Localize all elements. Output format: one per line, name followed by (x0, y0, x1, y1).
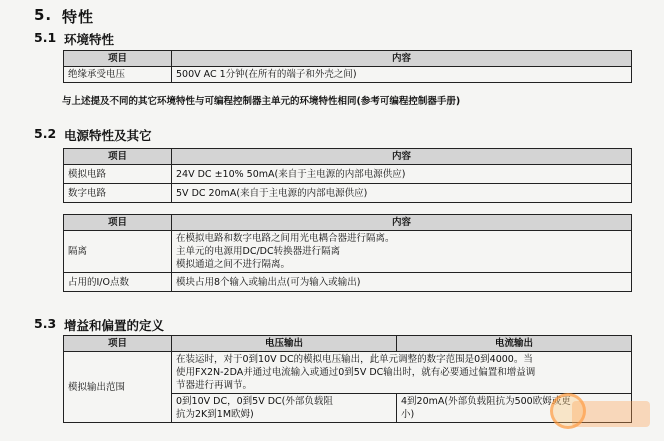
header-cell: 电压输出 (172, 336, 397, 352)
environment-note: 与上述提及不同的其它环境特性与可编程控制器主单元的环境特性相同(参考可编程控制器手册) (62, 96, 461, 107)
environment-table (63, 50, 632, 83)
description-line: 在装运时，对于0到10V DC的模拟电压输出，此单元调整的数字范围是0到4000。当 (176, 354, 533, 365)
table-header-row (64, 51, 632, 67)
isolation-line: 主单元的电源用DC/DC转换器进行隔离 (176, 246, 341, 257)
header-cell: 项目 (64, 215, 172, 231)
isolation-table (63, 214, 632, 292)
content-cell: 5V DC 20mA(来自于主电源的内部电源供应) (172, 184, 632, 203)
description-line: 节器进行再调节。 (176, 380, 253, 391)
description-cell (172, 352, 632, 394)
header-cell: 项目 (64, 149, 172, 165)
content-cell: 500V AC 1分钟(在所有的端子和外壳之间) (172, 67, 632, 83)
subsection-number-5-2: 5.2 (34, 126, 57, 141)
voltage-line: 抗为2K到1M欧姆) (176, 409, 254, 420)
item-cell: 模拟输出范围 (64, 352, 172, 423)
item-cell: 数字电路 (64, 184, 172, 203)
power-table (63, 148, 632, 203)
item-cell: 绝缘承受电压 (64, 67, 172, 83)
item-cell: 模拟电路 (64, 165, 172, 184)
table-row (64, 231, 632, 273)
header-cell: 电流输出 (397, 336, 632, 352)
description-line: 使用FX2N-2DA并通过电流输入或通过0到5V DC输出时，就有必要通过偏置和增益调 (176, 367, 536, 378)
subsection-title-5-2: 电源特性及其它 (64, 128, 152, 143)
section-title: 特性 (62, 8, 95, 26)
content-cell: 24V DC ±10% 50mA(来自于主电源的内部电源供应) (172, 165, 632, 184)
header-cell: 内容 (172, 149, 632, 165)
table-row (64, 184, 632, 203)
voltage-output-cell (172, 394, 397, 423)
table-row (64, 273, 632, 292)
gain-offset-table (63, 335, 632, 423)
subsection-number-5-1: 5.1 (34, 30, 57, 45)
header-cell: 项目 (64, 336, 172, 352)
table-row (64, 352, 632, 394)
content-cell: 模块占用8个输入或输出点(可为输入或输出) (172, 273, 632, 292)
table-row (64, 67, 632, 83)
table-row (64, 165, 632, 184)
section-number: 5. (34, 6, 53, 24)
header-cell: 内容 (172, 215, 632, 231)
current-line: 小) (401, 409, 415, 420)
isolation-line: 模拟通道之间不进行隔离。 (176, 259, 291, 270)
header-cell: 内容 (172, 51, 632, 67)
table-header-row (64, 215, 632, 231)
isolation-line: 在模拟电路和数字电路之间用光电耦合器进行隔离。 (176, 233, 395, 244)
item-cell: 隔离 (64, 231, 172, 273)
voltage-line: 0到10V DC，0到5V DC(外部负载阻 (176, 396, 333, 407)
subsection-title-5-1: 环境特性 (64, 32, 115, 47)
item-cell: 占用的I/O点数 (64, 273, 172, 292)
header-cell: 项目 (64, 51, 172, 67)
table-header-row (64, 149, 632, 165)
watermark-badge (572, 401, 650, 427)
table-header-row (64, 336, 632, 352)
subsection-title-5-3: 增益和偏置的定义 (64, 318, 165, 333)
content-cell (172, 231, 632, 273)
current-line: 4到20mA(外部负载阻抗为500欧姆或更 (401, 396, 571, 407)
subsection-number-5-3: 5.3 (34, 316, 57, 331)
